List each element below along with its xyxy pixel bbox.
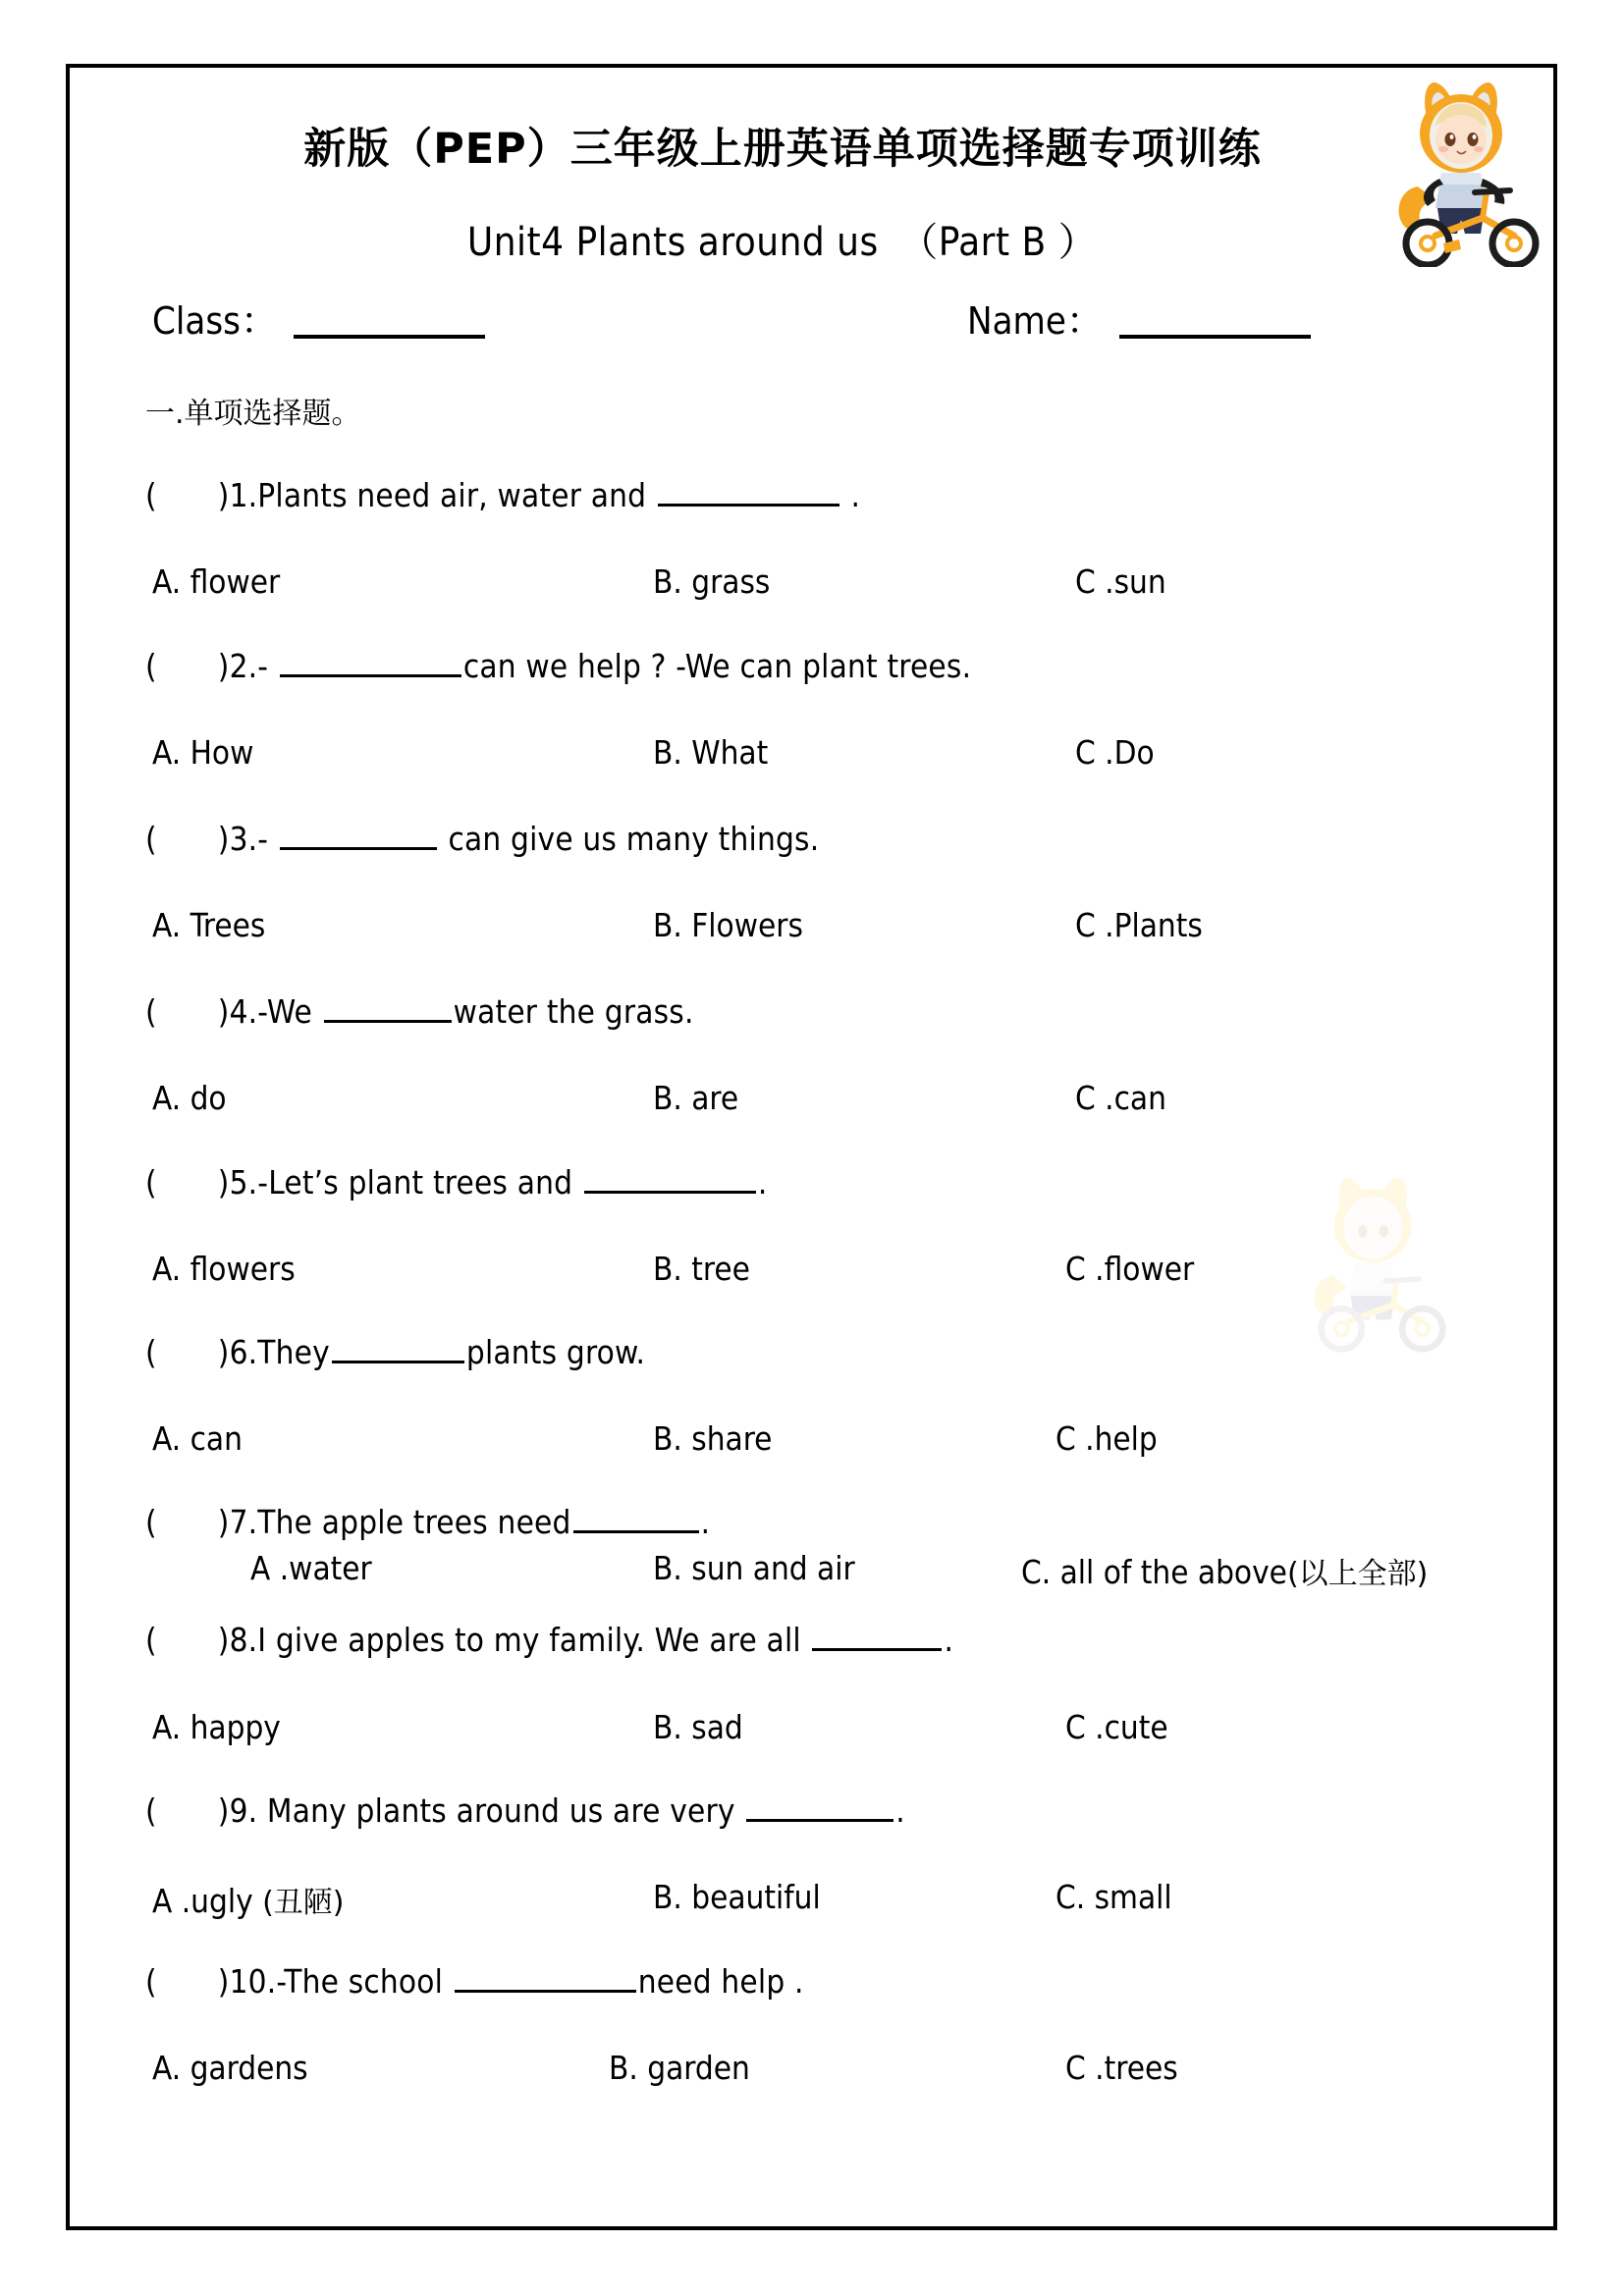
question-stem-4 [145, 992, 694, 1031]
question-stem-9 [145, 1791, 905, 1830]
option-5-a[interactable]: A. flowers [152, 1250, 296, 1288]
question-blank-6[interactable] [332, 1335, 464, 1363]
question-blank-2[interactable] [280, 649, 461, 677]
answer-paren-open-6: ( [145, 1333, 157, 1371]
question-stem-7 [145, 1503, 710, 1541]
question-text-prefix-10: 10.-The school [229, 1962, 453, 2001]
answer-paren-open-8: ( [145, 1621, 157, 1659]
answer-paren-open-10: ( [145, 1962, 157, 2001]
question-text-prefix-4: 4.-We [229, 992, 322, 1031]
section-heading-multiple-choice: 一.单项选择题。 [145, 397, 361, 431]
question-text-prefix-9: 9. Many plants around us are very [229, 1791, 745, 1830]
option-text: A .ugly [152, 1882, 263, 1920]
option-7-c[interactable] [1021, 1549, 1428, 1592]
answer-paren-close-4: ) [217, 992, 230, 1031]
answer-paren-open-4: ( [145, 992, 157, 1031]
answer-paren-close-7: ) [217, 1503, 230, 1541]
answer-paren-close-2: ) [217, 647, 230, 685]
option-gloss-chinese: (丑陋) [262, 1886, 345, 1920]
question-text-suffix-8: . [944, 1621, 954, 1659]
option-10-b[interactable]: B. garden [609, 2049, 750, 2087]
answer-paren-close-5: ) [217, 1163, 230, 1201]
question-text-suffix-1: . [840, 476, 861, 514]
option-1-c[interactable]: C .sun [1075, 562, 1166, 601]
question-text-suffix-2: can we help ? -We can plant trees. [462, 647, 972, 685]
option-8-b[interactable]: B. sad [653, 1708, 743, 1746]
question-text-suffix-5: . [757, 1163, 768, 1201]
option-7-b[interactable]: B. sun and air [653, 1549, 855, 1587]
question-text-suffix-10: need help . [637, 1962, 804, 2001]
answer-paren-open-1: ( [145, 476, 157, 514]
option-6-a[interactable]: A. can [152, 1419, 243, 1458]
options-row-10 [0, 2049, 1571, 2090]
option-4-a[interactable]: A. do [152, 1079, 227, 1117]
option-10-c[interactable]: C .trees [1065, 2049, 1178, 2087]
answer-paren-close-1: ) [217, 476, 230, 514]
options-row-3 [0, 906, 1571, 947]
option-5-b[interactable]: B. tree [653, 1250, 750, 1288]
option-3-b[interactable]: B. Flowers [653, 906, 803, 944]
options-row-4 [0, 1079, 1571, 1120]
question-blank-3[interactable] [280, 822, 437, 850]
class-field-group [152, 291, 485, 345]
option-3-a[interactable]: A. Trees [152, 906, 266, 944]
answer-paren-close-6: ) [217, 1333, 230, 1371]
answer-paren-open-9: ( [145, 1791, 157, 1830]
option-3-c[interactable]: C .Plants [1075, 906, 1203, 944]
question-stem-2 [145, 647, 971, 685]
option-8-c[interactable]: C .cute [1065, 1708, 1168, 1746]
page-subtitle-unit: Unit4 Plants around us （Part B ） [466, 220, 1099, 265]
question-text-suffix-7: . [700, 1503, 711, 1541]
option-4-c[interactable]: C .can [1075, 1079, 1166, 1117]
question-blank-5[interactable] [584, 1165, 756, 1194]
question-blank-1[interactable] [658, 478, 839, 507]
answer-paren-open-2: ( [145, 647, 157, 685]
options-row-2 [0, 733, 1571, 774]
option-2-b[interactable]: B. What [653, 733, 769, 772]
question-stem-5 [145, 1163, 767, 1201]
question-text-suffix-9: . [895, 1791, 905, 1830]
page-title-chinese: 新版（PEP）三年级上册英语单项选择题专项训练 [303, 125, 1262, 174]
question-stem-3 [145, 820, 819, 858]
question-text-prefix-5: 5.-Let’s plant trees and [229, 1163, 582, 1201]
question-stem-10 [145, 1962, 804, 2001]
option-gloss-chinese: (以上全部) [1286, 1557, 1429, 1591]
options-row-1 [0, 562, 1571, 604]
name-input-rule[interactable] [1119, 331, 1311, 339]
question-text-prefix-8: 8.I give apples to my family. We are all [229, 1621, 811, 1659]
option-7-a[interactable]: A .water [250, 1549, 372, 1587]
question-blank-9[interactable] [746, 1793, 893, 1822]
question-text-prefix-1: 1.Plants need air, water and [229, 476, 656, 514]
answer-paren-open-3: ( [145, 820, 157, 858]
option-9-b[interactable]: B. beautiful [653, 1878, 821, 1916]
option-text: C. all of the above [1021, 1553, 1287, 1591]
question-text-suffix-4: water the grass. [453, 992, 694, 1031]
options-row-5 [0, 1250, 1571, 1291]
option-2-c[interactable]: C .Do [1075, 733, 1155, 772]
options-row-9 [0, 1878, 1571, 1919]
option-6-b[interactable]: B. share [653, 1419, 773, 1458]
class-input-rule[interactable] [294, 331, 485, 339]
name-field-group [967, 291, 1311, 345]
option-4-b[interactable]: B. are [653, 1079, 739, 1117]
question-text-prefix-6: 6.They [229, 1333, 330, 1371]
question-blank-4[interactable] [324, 994, 452, 1023]
answer-paren-close-3: ) [217, 820, 230, 858]
question-blank-10[interactable] [455, 1964, 636, 1993]
option-9-c[interactable]: C. small [1056, 1878, 1172, 1916]
class-label: Class： [152, 299, 278, 343]
option-9-a[interactable] [152, 1878, 345, 1921]
question-text-prefix-2: 2.- [229, 647, 278, 685]
option-10-a[interactable]: A. gardens [152, 2049, 308, 2087]
option-2-a[interactable]: A. How [152, 733, 254, 772]
option-1-b[interactable]: B. grass [653, 562, 771, 601]
options-row-7 [0, 1549, 1571, 1590]
question-text-prefix-7: 7.The apple trees need [229, 1503, 571, 1541]
option-6-c[interactable]: C .help [1056, 1419, 1158, 1458]
answer-paren-close-9: ) [217, 1791, 230, 1830]
question-text-prefix-3: 3.- [229, 820, 278, 858]
answer-paren-open-5: ( [145, 1163, 157, 1201]
question-blank-8[interactable] [812, 1623, 942, 1651]
question-blank-7[interactable] [573, 1505, 699, 1533]
answer-paren-open-7: ( [145, 1503, 157, 1541]
name-label: Name： [967, 299, 1104, 343]
question-text-suffix-6: plants grow. [465, 1333, 646, 1371]
options-row-6 [0, 1419, 1571, 1461]
option-1-a[interactable]: A. flower [152, 562, 281, 601]
answer-paren-close-10: ) [217, 1962, 230, 2001]
option-8-a[interactable]: A. happy [152, 1708, 281, 1746]
question-stem-1 [145, 476, 860, 514]
question-stem-8 [145, 1621, 953, 1659]
option-5-c[interactable]: C .flower [1065, 1250, 1195, 1288]
answer-paren-close-8: ) [217, 1621, 230, 1659]
options-row-8 [0, 1708, 1571, 1749]
question-text-suffix-3: can give us many things. [438, 820, 820, 858]
question-stem-6 [145, 1333, 645, 1371]
